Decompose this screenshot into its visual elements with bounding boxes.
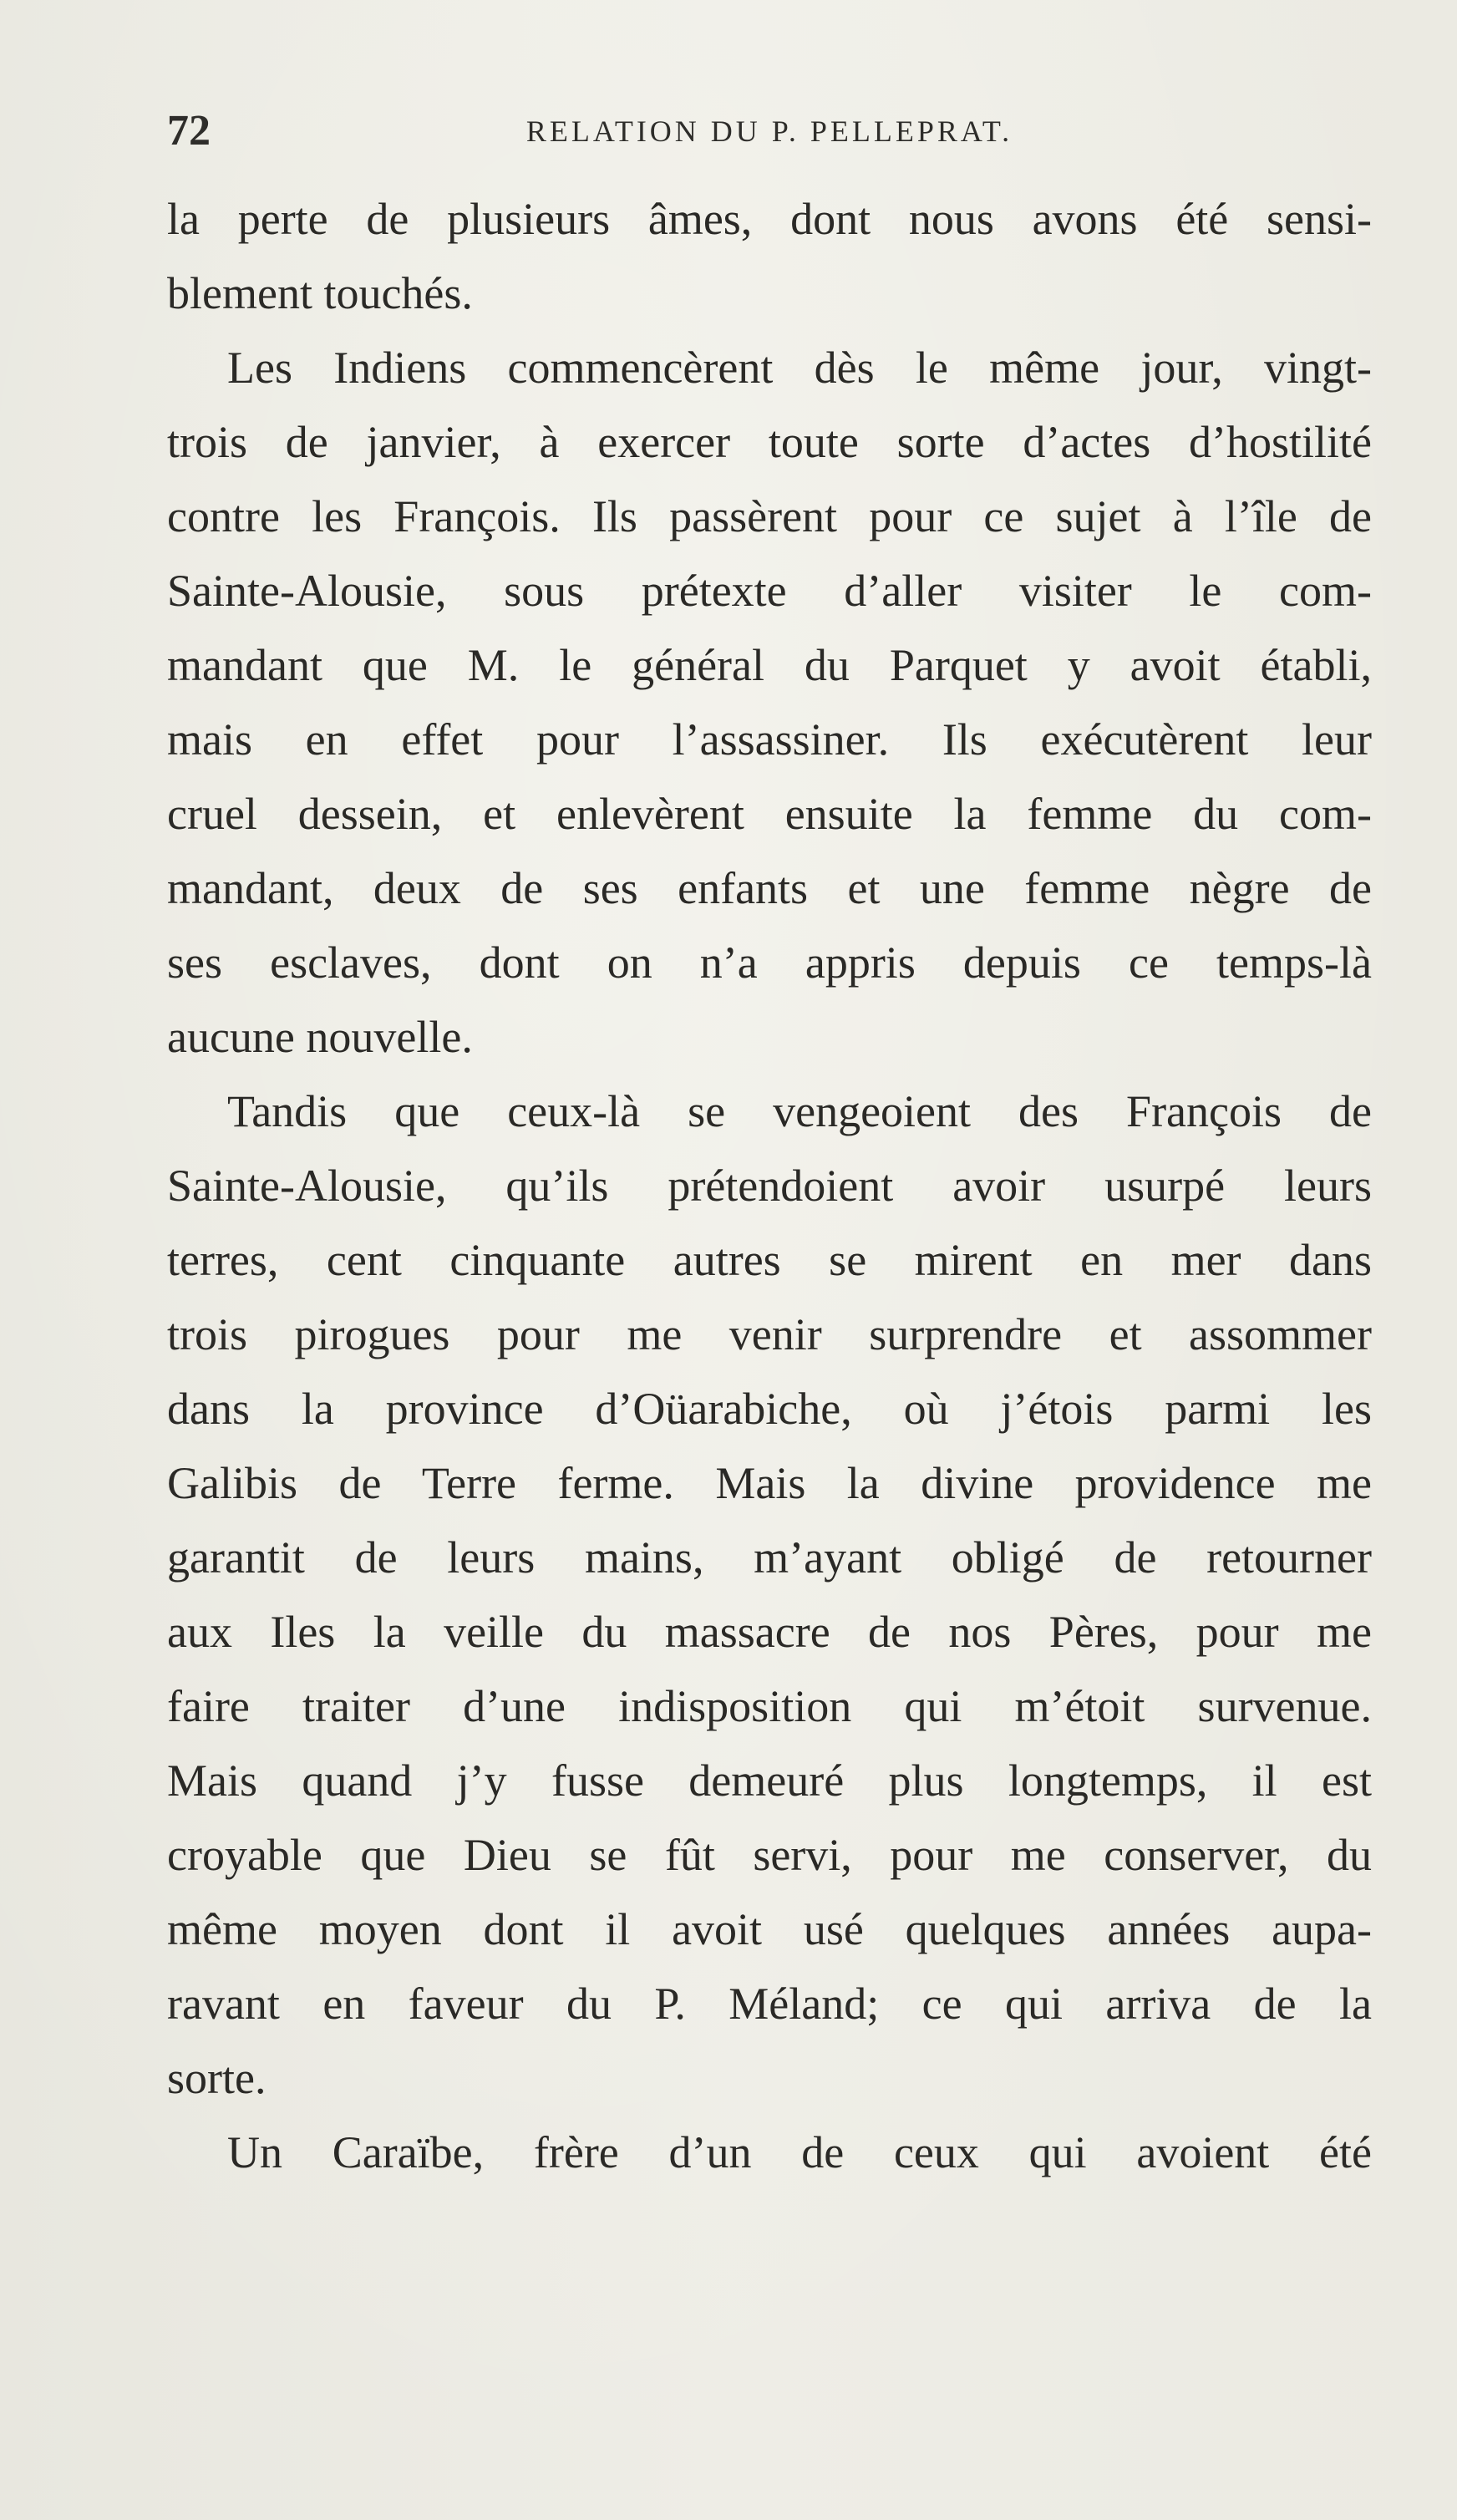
text-line: blement touchés.	[167, 268, 473, 318]
body-text	[167, 182, 1372, 2190]
page-header	[167, 102, 1372, 160]
text-line: trois pirogues pour me venir surprendre et assommer	[167, 1309, 1372, 1359]
text-line: Mais quand j’y fusse demeuré plus longtemps, il est	[167, 1755, 1372, 1806]
text-line: garantit de leurs mains, m’ayant obligé de retourner	[167, 1532, 1372, 1583]
text-line: Un Caraïbe, frère d’un de ceux qui avoient été	[227, 2127, 1372, 2177]
text-line: sorte.	[167, 2053, 267, 2103]
text-line: faire traiter d’une indisposition qui m’étoit survenue.	[167, 1681, 1372, 1731]
text-line: Tandis que ceux-là se vengeoient des François de	[227, 1086, 1372, 1136]
running-head: RELATION DU P. PELLEPRAT.	[525, 114, 1013, 148]
text-line: aux Iles la veille du massacre de nos Pères, pour me	[167, 1607, 1372, 1657]
text-line: contre les François. Ils passèrent pour ce sujet à l’île de	[167, 491, 1372, 541]
text-line: terres, cent cinquante autres se mirent en mer dans	[167, 1235, 1372, 1285]
page-number: 72	[167, 107, 211, 155]
text-line: Galibis de Terre ferme. Mais la divine providence me	[167, 1458, 1372, 1508]
text-line: mandant que M. le général du Parquet y avoit établi,	[167, 640, 1372, 690]
text-line: Sainte-Alousie, sous prétexte d’aller visiter le com-	[167, 566, 1372, 616]
text-line: croyable que Dieu se fût servi, pour me conserver, du	[167, 1830, 1372, 1880]
text-line: cruel dessein, et enlevèrent ensuite la femme du com-	[167, 789, 1372, 839]
text-line: Sainte-Alousie, qu’ils prétendoient avoir usurpé leurs	[167, 1161, 1372, 1211]
text-line: trois de janvier, à exercer toute sorte d’actes d’hostilité	[167, 417, 1372, 467]
text-line: ses esclaves, dont on n’a appris depuis ce temps-là	[167, 937, 1372, 988]
text-line: Les Indiens commencèrent dès le même jour, vingt-	[227, 343, 1372, 393]
text-line: mais en effet pour l’assassiner. Ils exécutèrent leur	[167, 714, 1372, 765]
text-line: dans la province d’Oüarabiche, où j’étois parmi les	[167, 1384, 1372, 1434]
text-line: mandant, deux de ses enfants et une femme nègre de	[167, 863, 1372, 913]
text-line: ravant en faveur du P. Méland; ce qui arriva de la	[167, 1979, 1372, 2029]
text-line: la perte de plusieurs âmes, dont nous avons été sensi-	[167, 194, 1372, 244]
text-line: aucune nouvelle.	[167, 1012, 473, 1062]
text-line: même moyen dont il avoit usé quelques années aupa-	[167, 1904, 1372, 1954]
